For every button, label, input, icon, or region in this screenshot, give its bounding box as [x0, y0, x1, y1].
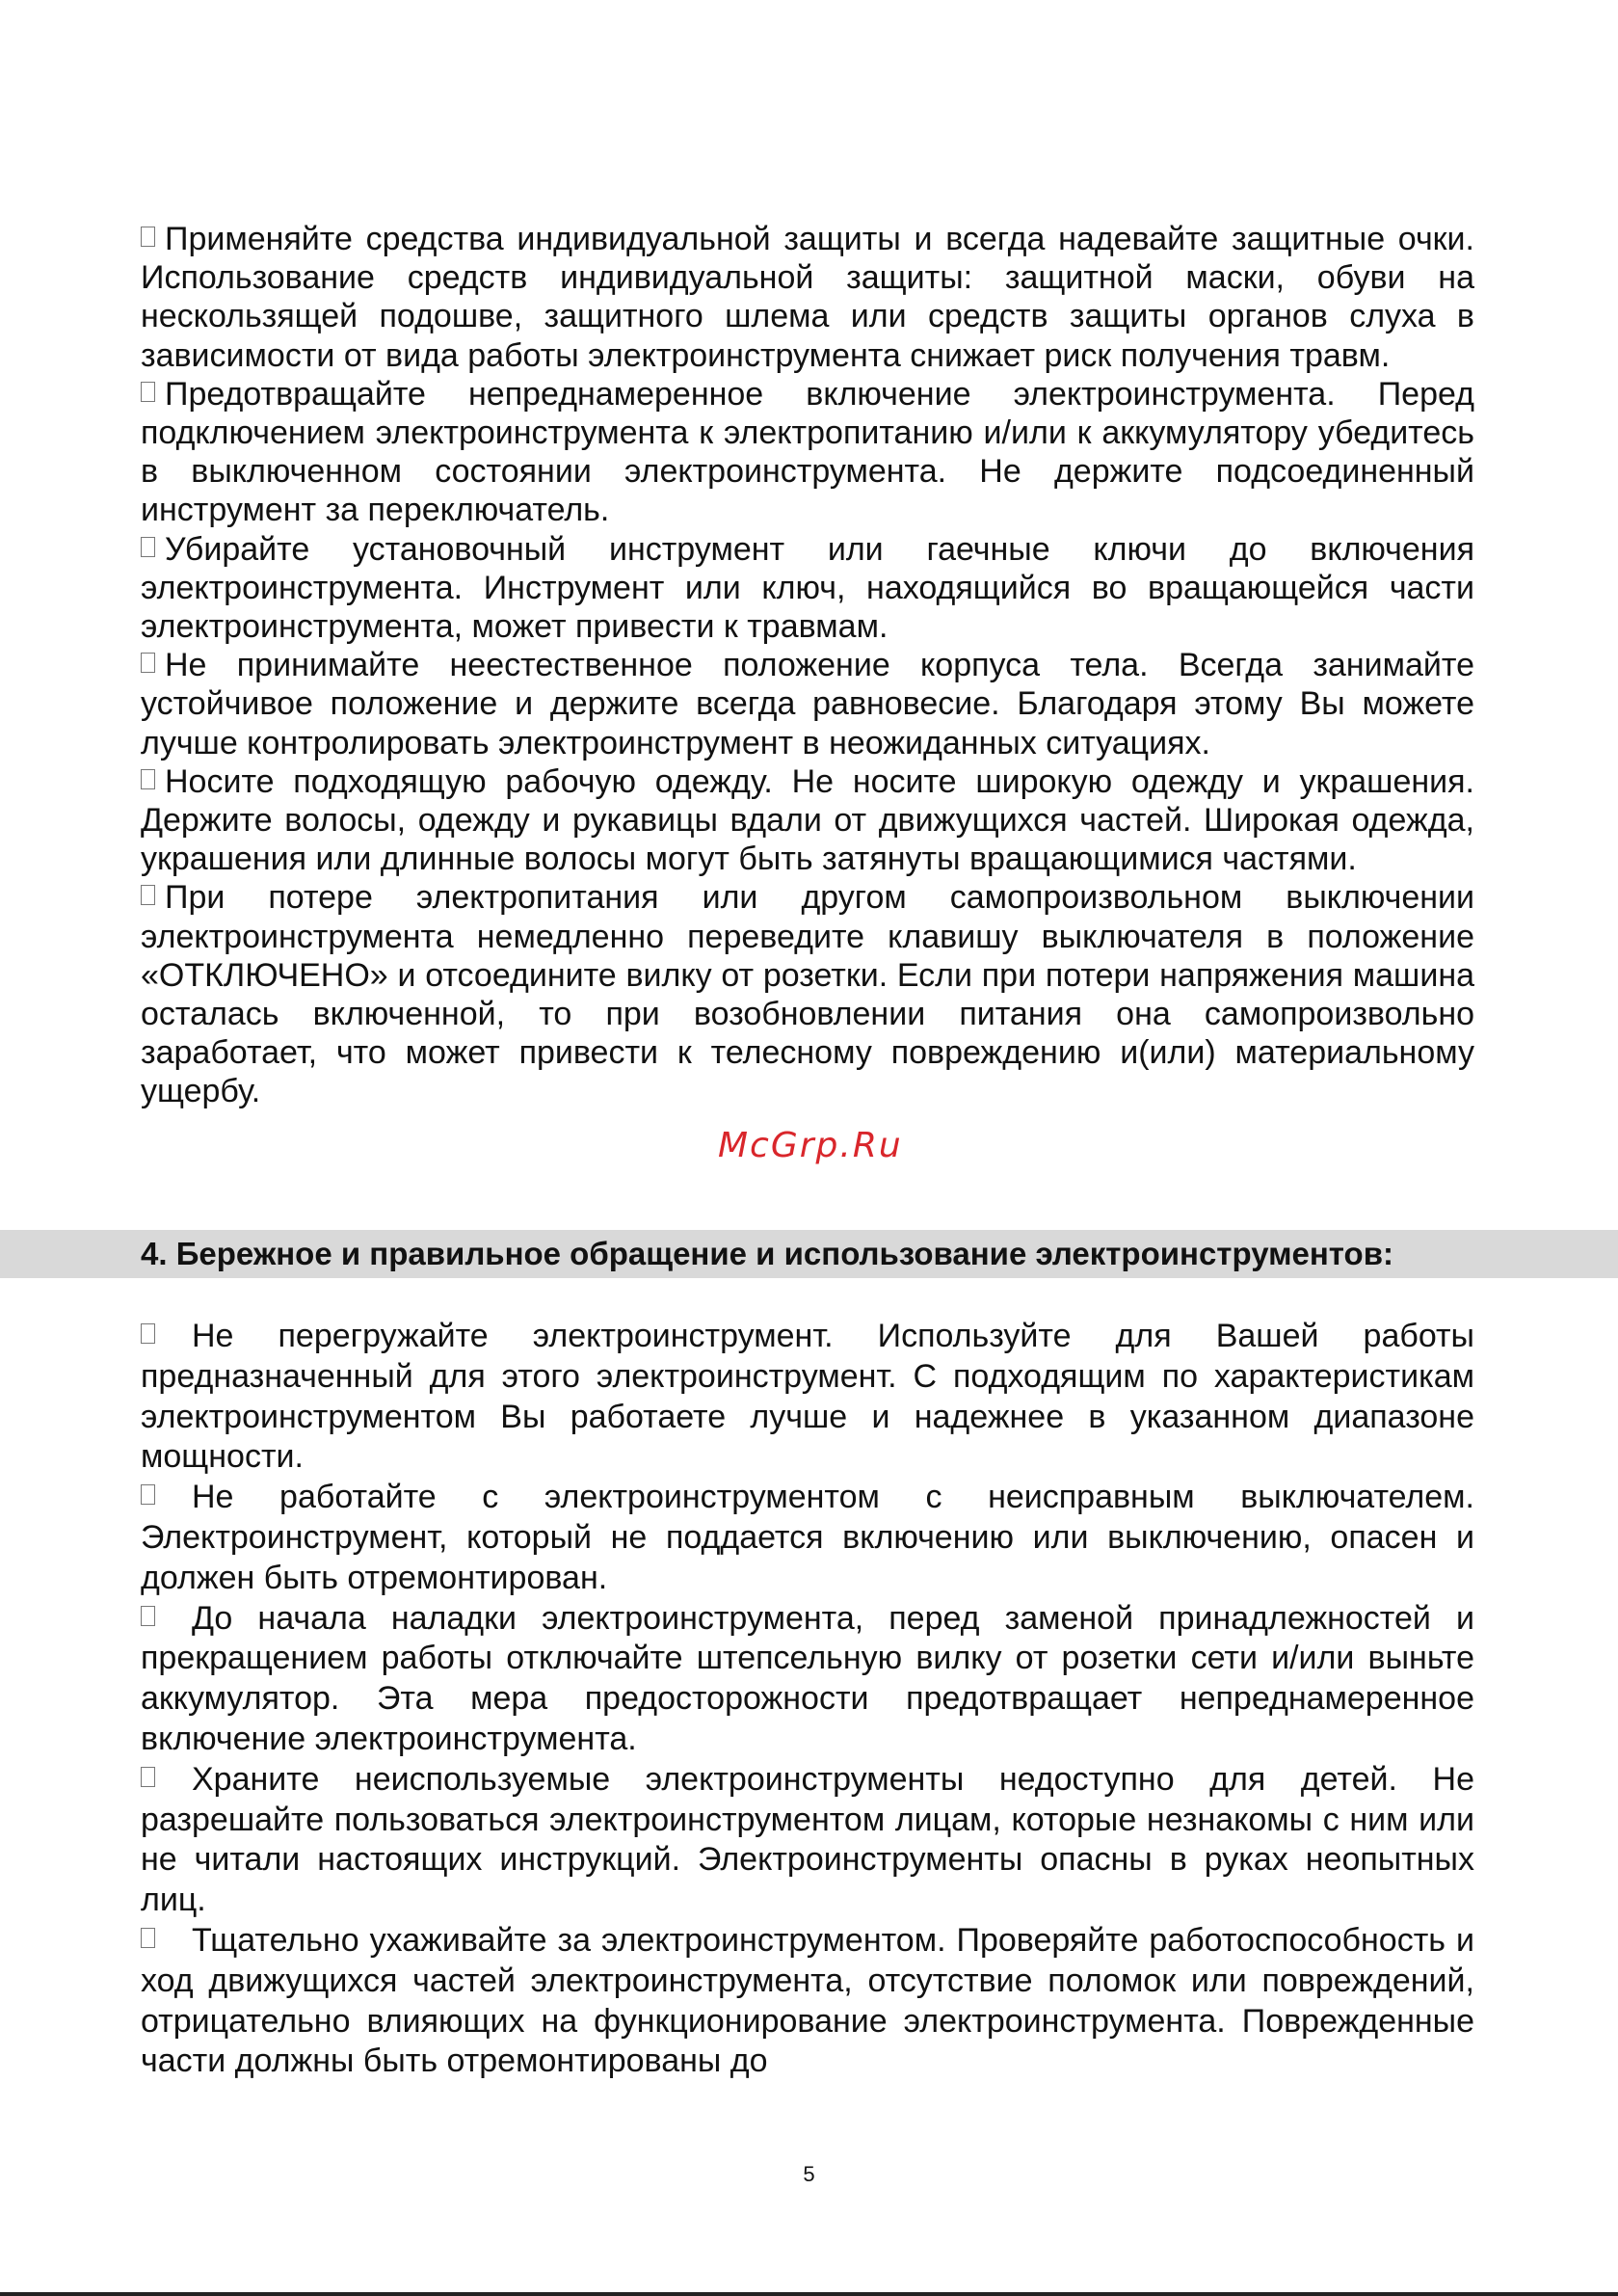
paragraph-text: До начала наладки электроинструмента, перед заменой принадлежностей и прекращением работы отключайте штепсельную вилку от розетки сети и/или выньте аккумулятор. Эта мера предосторожности предотвращает непреднамеренное включение электроинструмента.: [141, 1599, 1474, 1757]
checkbox-bullet-icon: [141, 1484, 155, 1505]
list-item: [141, 220, 1474, 375]
paragraph-text: Тщательно ухаживайте за электроинструментом. Проверяйте работоспособность и ход движущихся частей электроинструмента, отсутствие поломок или повреждений, отрицательно влияющих на функционирование электроинструмента. Поврежденные части должны быть отремонтированы до: [141, 1921, 1474, 2080]
list-item: [141, 530, 1474, 647]
checkbox-bullet-icon: [141, 653, 155, 673]
paragraph-text: Убирайте установочный инструмент или гаечные ключи до включения электроинструмента. Инструмент или ключ, находящийся во вращающейся части электроинструмента, может привести к травмам.: [141, 530, 1474, 646]
paragraph-text: Применяйте средства индивидуальной защиты и всегда надевайте защитные очки. Использование средств индивидуальной защиты: защитной маски, обуви на нескользящей подошве, защитного шлема или средств защиты органов слуха в зависимости от вида работы электроинструмента снижает риск получения травм.: [141, 221, 1474, 374]
section-3-list: [141, 220, 1474, 1111]
checkbox-bullet-icon: [141, 1928, 155, 1948]
checkbox-bullet-icon: [141, 1767, 155, 1787]
list-item: [141, 375, 1474, 530]
paragraph-text: Не работайте с электроинструментом с неисправным выключателем. Электроинструмент, который не поддается включению или выключению, опасен и должен быть отремонтирован.: [141, 1479, 1474, 1596]
paragraph-text: Не принимайте неестественное положение корпуса тела. Всегда занимайте устойчивое положение и держите всегда равновесие. Благодаря этому Вы можете лучше контролировать электроинструмент в неожиданных ситуациях.: [141, 647, 1474, 761]
paragraph-text: Носите подходящую рабочую одежду. Не носите широкую одежду и украшения. Держите волосы, одежду и рукавицы вдали от движущихся частей. Широкая одежда, украшения или длинные волосы могут быть затянуты вращающимися частями.: [141, 762, 1474, 878]
list-item: [141, 1599, 1474, 1760]
checkbox-bullet-icon: [141, 885, 155, 905]
list-item: [141, 646, 1474, 762]
list-item: [141, 1760, 1474, 1921]
checkbox-bullet-icon: [141, 227, 155, 247]
watermark: McGrp.Ru: [718, 1126, 903, 1165]
section-4-heading: 4. Бережное и правильное обращение и использование электроинструментов:: [141, 1236, 1393, 1271]
checkbox-bullet-icon: [141, 1606, 155, 1626]
checkbox-bullet-icon: [141, 769, 155, 789]
list-item: [141, 762, 1474, 879]
checkbox-bullet-icon: [141, 382, 155, 402]
list-item: [141, 1921, 1474, 2082]
checkbox-bullet-icon: [141, 1323, 155, 1344]
paragraph-text: При потере электропитания или другом самопроизвольном выключении электроинструмента немедленно переведите клавишу выключателя в положение «ОТКЛЮЧЕНО» и отсоедините вилку от розетки. Если при потери напряжения машина осталась включенной, то при возобновлении питания она самопроизвольно заработает, что может привести к телесному повреждению и(или) материальному ущербу.: [141, 879, 1474, 1110]
section-4-list: [141, 1317, 1474, 2082]
list-item: [141, 878, 1474, 1110]
page-number: 5: [803, 2162, 815, 2186]
bottom-rule: [0, 2292, 1618, 2296]
checkbox-bullet-icon: [141, 537, 155, 557]
paragraph-text: Не перегружайте электроинструмент. Используйте для Вашей работы предназначенный для этого электроинструмент. С подходящим по характеристикам электроинструментом Вы работаете лучше и надежнее в указанном диапазоне мощности.: [141, 1318, 1474, 1476]
paragraph-text: Предотвращайте непреднамеренное включение электроинструмента. Перед подключением электроинструмента к электропитанию и/или к аккумулятору убедитесь в выключенном состоянии электроинструмента. Не держите подсоединенный инструмент за переключатель.: [141, 375, 1474, 529]
list-item: [141, 1317, 1474, 1478]
list-item: [141, 1478, 1474, 1598]
paragraph-text: Храните неиспользуемые электроинструменты недоступно для детей. Не разрешайте пользоваться электроинструментом лицам, которые незнакомы с ним или не читали настоящих инструкций. Электроинструменты опасны в руках неопытных лиц.: [141, 1760, 1474, 1919]
